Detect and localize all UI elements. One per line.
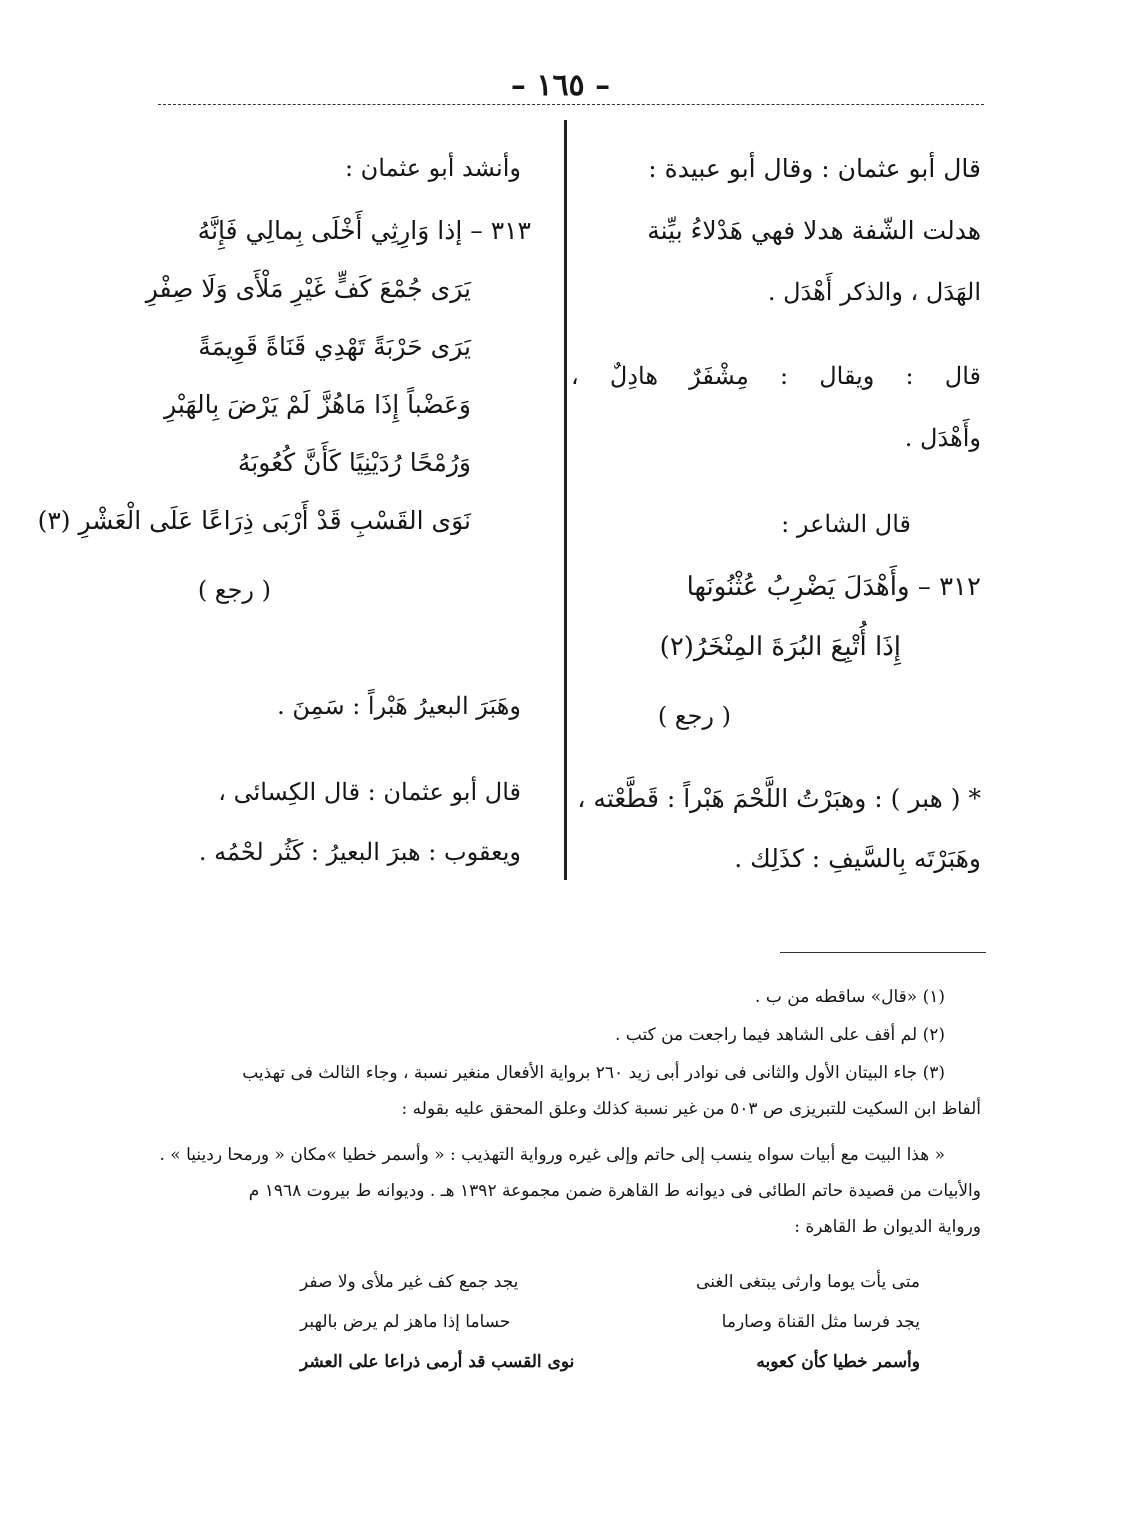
footnote: والأبيات من قصيدة حاتم الطائى فى ديوانه ط القاهرة ضمن مجموعة ١٣٩٢ هـ . وديوانه ط بيروت ١٩٦٨ م <box>248 1181 981 1201</box>
text-line: قال أبو عثمان : قال الكِسائى ، <box>218 778 521 806</box>
verse-line: وَعَضْباً إِذَا مَاهُزَّ لَمْ يَرْضَ بِالهَبْرِ <box>164 390 471 419</box>
poem-row <box>300 1272 920 1302</box>
poem-row <box>300 1312 920 1342</box>
text-line: هدلت الشّفة هدلا فهي هَدْلاءُ بيِّنة <box>647 216 981 245</box>
poem-first-hemistich: يجد فرسا مثل القناة وصارما <box>721 1312 920 1332</box>
poem-first-hemistich: متى يأت يوما وارثى يبتغى الغنى <box>696 1272 920 1292</box>
verse-line: ٣١٣ – إذا وَارِثِي أَخْلَى بِمالِي فَإِنَّهُ <box>197 216 531 245</box>
text-line: وأَهْدَل . <box>904 424 981 452</box>
footnote: (٣) جاء البيتان الأول والثانى فى نوادر أبى زيد ٢٦٠ برواية الأفعال منغير نسبة ، وجاء الثالث فى تهذيب <box>242 1063 945 1083</box>
text-line: وأنشد أبو عثمان : <box>344 154 521 182</box>
text-line: وهَبَرَ البعيرُ هَبْراً : سَمِنَ . <box>277 692 521 720</box>
footnote-rule <box>780 952 986 953</box>
footnote: (١) «قال» ساقطه من ب . <box>755 987 945 1007</box>
verse-line: ٣١٢ – وأَهْدَلَ يَضْرِبُ عُثْنُونَها <box>686 572 981 602</box>
footnote: ورواية الديوان ط القاهرة : <box>794 1217 981 1237</box>
footnote: ألفاظ ابن السكيت للتبريزى ص ٥٠٣ من غير نسبة كذلك وعلق المحقق عليه بقوله : <box>401 1099 981 1119</box>
poem-second-hemistich: نوى القسب قد أرمى ذراعا على العشر <box>300 1352 575 1372</box>
page-number: – ١٦٥ – <box>510 68 611 103</box>
column-divider <box>564 120 567 880</box>
footnote: (٢) لم أقف على الشاهد فيما راجعت من كتب . <box>614 1025 945 1045</box>
verse-line: يَرَى جُمْعَ كَفٍّ غَيْرِ مَلْأَى وَلَا صِفْرِ <box>145 274 471 303</box>
return-marker: ( رجع ) <box>657 702 731 730</box>
text-line: ويعقوب : هبرَ البعيرُ : كَثُر لحْمُه . <box>198 838 521 866</box>
verse-line: يَرَى حَرْبَةً تَهْدِي قَنَاةً قَوِيمَةً <box>198 332 471 361</box>
poem-row <box>300 1352 920 1382</box>
poem-second-hemistich: يجد جمع كف غير ملأى ولا صفر <box>300 1272 519 1292</box>
poem-second-hemistich: حساما إذا ماهز لم يرض بالهبر <box>300 1312 511 1332</box>
verse-line: نَوَى القَسْبِ قَدْ أَرْبَى ذِرَاعًا عَلَى الْعَشْرِ (٣) <box>37 506 471 535</box>
text-line: الهَدَل ، والذكر أَهْدَل . <box>767 278 981 306</box>
verse-line: إِذَا أُتْبِعَ البُرَةَ المِنْخَرُ(٢) <box>659 632 901 662</box>
header-rule <box>158 104 984 105</box>
footnote: « هذا البيت مع أبيات سواه ينسب إلى حاتم وإلى غيره ورواية التهذيب : « وأسمر خطيا »مكان « ورمحا ردينيا » . <box>159 1145 945 1165</box>
poem-first-hemistich: وأسمر خطيا كأن كعوبه <box>756 1352 920 1372</box>
verse-line: وَرُمْحًا رُدَيْنِيًا كَأَنَّ كُعُوبَهُ <box>237 448 471 477</box>
return-marker: ( رجع ) <box>197 576 271 604</box>
text-line: قال الشاعر : <box>781 510 911 538</box>
text-line: قال : ويقال : مِشْفَرٌ هادِلٌ ، <box>571 362 981 390</box>
text-line: وهَبَرْتَه بِالسَّيفِ : كذَلِك . <box>734 844 981 873</box>
entry-heading: * ( هبر ) : وهبَرْتُ اللَّحْمَ هَبْراً : قَطَّعْته ، <box>577 784 981 813</box>
text-line: قال أبو عثمان : وقال أبو عبيدة : <box>648 154 981 183</box>
